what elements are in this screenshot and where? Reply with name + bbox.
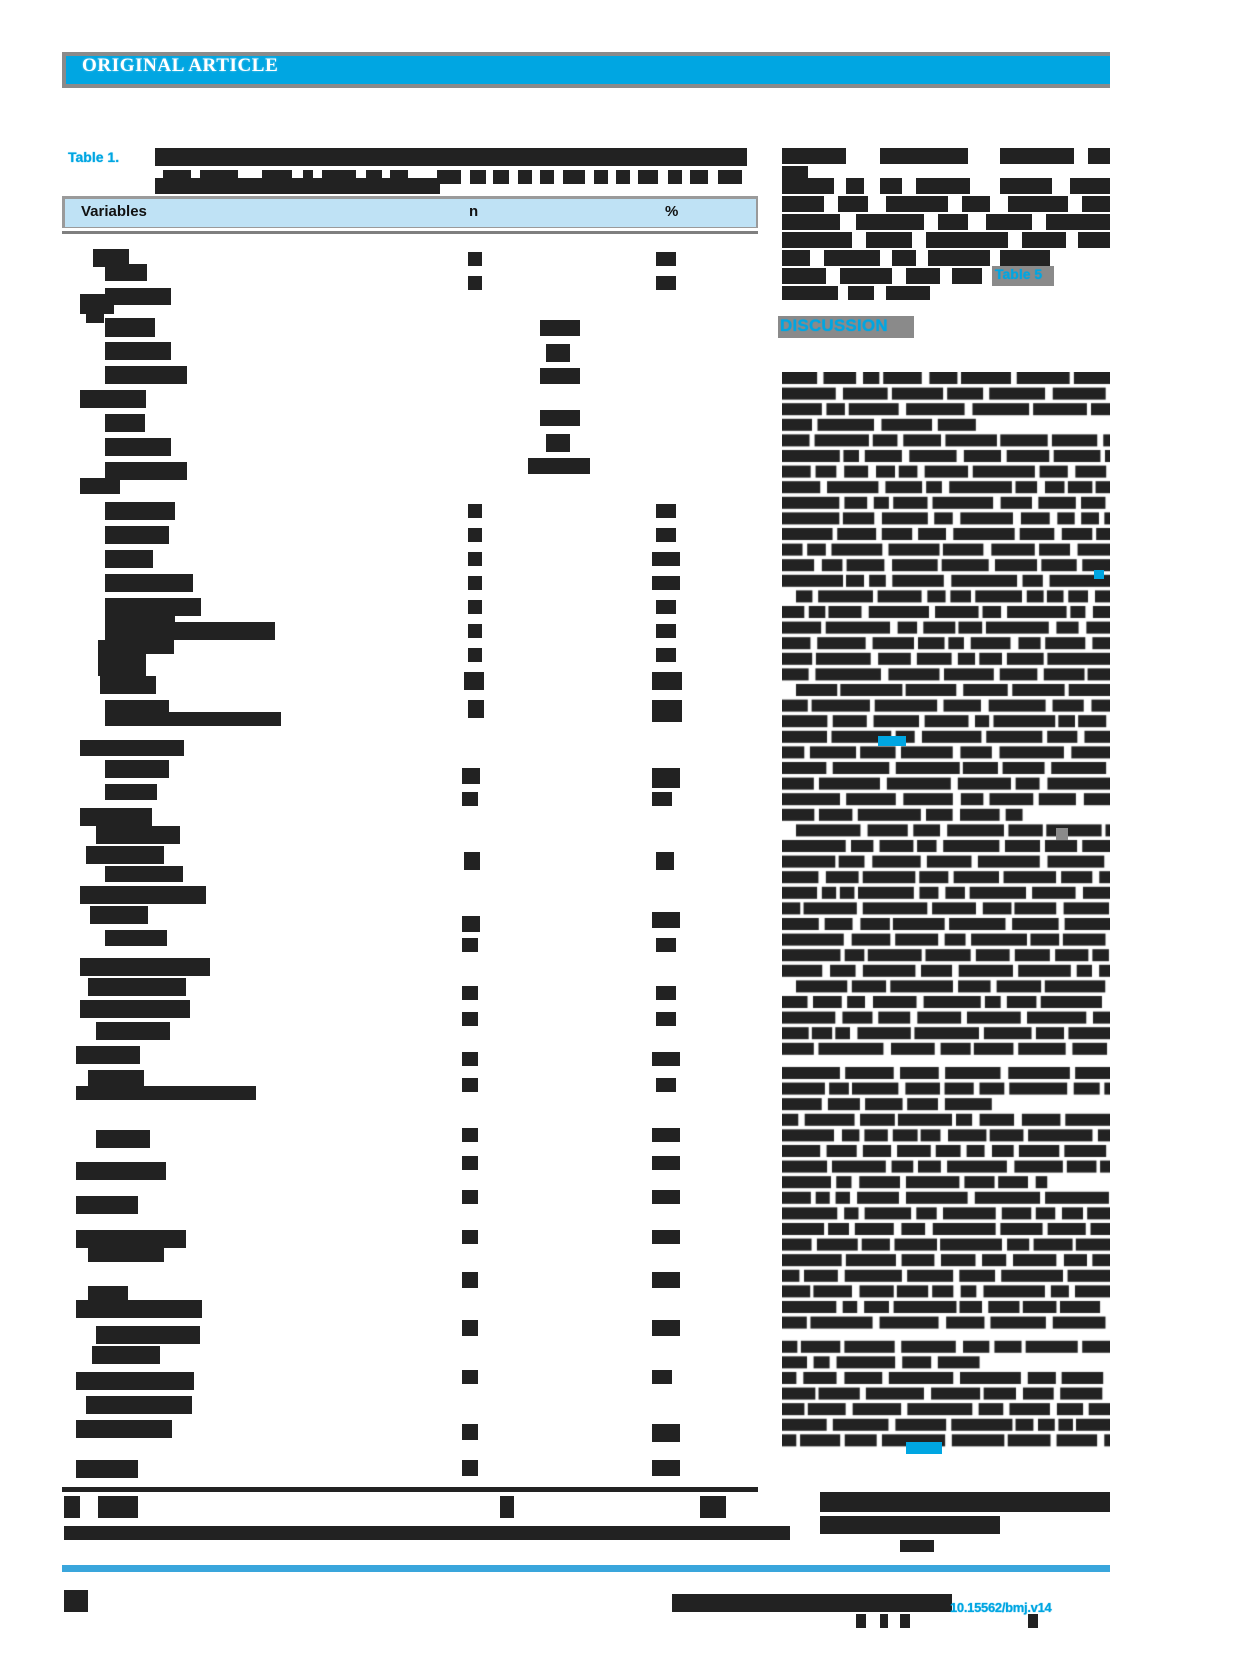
redacted-variable-label (86, 1396, 192, 1414)
redacted-variable-label (80, 740, 184, 756)
redacted-variable-label (96, 1130, 150, 1148)
table-header-row (62, 196, 758, 228)
redacted-percent-value (652, 1052, 680, 1066)
redacted-body-line (962, 196, 990, 212)
redacted-body-line (886, 196, 948, 212)
redacted-body-line (916, 178, 970, 194)
redacted-caption-text (540, 170, 554, 184)
redacted-variable-label (76, 1420, 172, 1438)
redacted-percent-value (656, 852, 674, 870)
redacted-percent-value (652, 1460, 680, 1476)
redacted-n-value (462, 1424, 478, 1440)
redacted-variable-label (105, 502, 175, 520)
right-column-body-text (782, 372, 1110, 1452)
redacted-body-line (1088, 148, 1110, 164)
redacted-variable-label (105, 288, 171, 305)
redacted-variable-label (105, 866, 183, 882)
doi-link[interactable]: 10.15562/bmj.v14 (950, 1600, 1052, 1615)
redacted-n-value (462, 1272, 478, 1288)
redacted-variable-label (98, 640, 174, 654)
redacted-caption-text (437, 170, 461, 184)
redacted-variable-label (105, 574, 193, 592)
redacted-body-line (986, 214, 1032, 230)
redacted-body-line (782, 178, 834, 194)
redacted-percent-value (652, 792, 672, 806)
redacted-variable-label (96, 1022, 170, 1040)
redacted-variable-label (105, 622, 275, 640)
redacted-n-value (462, 1370, 478, 1384)
redacted-body-line (928, 250, 990, 266)
redacted-variable-label (105, 930, 167, 946)
redacted-range-value (528, 458, 590, 474)
table-caption-tag: Table 1. (68, 149, 120, 165)
redacted-n-value (462, 1190, 478, 1204)
redacted-footer-text (64, 1496, 80, 1518)
redacted-body-line (1046, 214, 1110, 230)
redacted-percent-value (656, 624, 676, 638)
redacted-variable-label (100, 676, 156, 694)
redacted-body-line (782, 196, 824, 212)
redacted-percent-value (656, 648, 676, 662)
redacted-body-line (1000, 178, 1052, 194)
redacted-variable-label (80, 294, 114, 314)
redacted-n-value (462, 1156, 478, 1170)
redacted-percent-value (652, 768, 680, 788)
redacted-variable-label (105, 318, 155, 337)
redacted-body-line (782, 214, 840, 230)
discussion-heading: DISCUSSION (780, 316, 888, 335)
redacted-body-line (782, 250, 810, 266)
redacted-percent-value (652, 672, 682, 690)
redacted-variable-label (76, 1460, 138, 1478)
redacted-percent-value (652, 1272, 680, 1288)
redacted-variable-label (80, 808, 152, 826)
redacted-percent-value (652, 552, 680, 566)
redacted-body-line (782, 148, 846, 164)
redacted-body-line (952, 268, 982, 284)
redacted-percent-value (652, 912, 680, 928)
redacted-n-value (468, 552, 482, 566)
redacted-percent-value (652, 1424, 680, 1442)
redacted-n-value (462, 792, 478, 806)
redacted-variable-label (76, 1046, 140, 1064)
inline-citation-link-3[interactable] (1094, 570, 1104, 579)
redacted-doi-text (672, 1594, 952, 1612)
redacted-n-value (462, 1012, 478, 1026)
redacted-percent-value (656, 276, 676, 290)
redacted-range-value (540, 410, 580, 426)
footer-rule (62, 1565, 1110, 1572)
redacted-body-line (782, 268, 826, 284)
table-header-n: n (469, 203, 479, 220)
inline-citation-link-4[interactable] (906, 1442, 942, 1454)
table-header-rule (62, 231, 758, 234)
redacted-body-line (782, 232, 852, 248)
redacted-body-line (926, 232, 1008, 248)
redacted-body-line (838, 196, 868, 212)
redacted-percent-value (656, 504, 676, 518)
redacted-range-value (540, 368, 580, 384)
table5-crossref-link[interactable]: Table 5 (995, 266, 1043, 282)
redacted-variable-label (76, 1230, 186, 1248)
redacted-variable-label (105, 712, 281, 726)
redacted-variable-label (76, 1372, 194, 1390)
redacted-percent-value (656, 600, 676, 614)
redacted-body-line (906, 268, 940, 284)
redacted-body-line (892, 250, 916, 266)
redacted-n-value (464, 672, 484, 690)
redacted-variable-label (105, 760, 169, 778)
redacted-body-line (782, 286, 838, 300)
redacted-caption-text (155, 178, 440, 194)
redacted-variable-label (76, 1196, 138, 1214)
redacted-n-value (462, 1460, 478, 1476)
redacted-body-line (782, 166, 808, 178)
redacted-percent-value (656, 1078, 676, 1092)
redacted-variable-label (80, 886, 206, 904)
redacted-doi-text (880, 1614, 888, 1628)
redacted-body-line (1000, 250, 1050, 266)
redacted-variable-label (76, 1086, 256, 1100)
redacted-n-value (462, 1128, 478, 1142)
redacted-percent-value (652, 1230, 680, 1244)
redacted-variable-label (86, 846, 164, 864)
redacted-body-line (880, 178, 902, 194)
redacted-body-line (840, 268, 892, 284)
redacted-n-value (464, 852, 480, 870)
redacted-n-value (462, 916, 480, 932)
redacted-body-line (1070, 178, 1110, 194)
redacted-variable-label (80, 478, 120, 494)
running-head-label: ORIGINAL ARTICLE (82, 55, 279, 76)
redacted-n-value (462, 1078, 478, 1092)
redacted-variable-label (96, 826, 180, 844)
redacted-range-value (540, 320, 580, 336)
table-bottom-rule (62, 1487, 758, 1492)
redacted-variable-label (90, 906, 148, 924)
redacted-n-value (468, 528, 482, 542)
redacted-percent-value (652, 1190, 680, 1204)
redacted-body-line (856, 214, 924, 230)
redacted-caption-text (470, 170, 486, 184)
redacted-n-value (468, 576, 482, 590)
redacted-caption-text (690, 170, 708, 184)
redacted-n-value (468, 648, 482, 662)
redacted-percent-value (656, 252, 676, 266)
redacted-caption-text (616, 170, 630, 184)
redacted-body-line (1008, 196, 1068, 212)
redacted-caption-text (155, 148, 747, 166)
redacted-body-line (846, 178, 864, 194)
redacted-variable-label (96, 1326, 200, 1344)
redacted-body-line (880, 148, 968, 164)
redacted-footer-text (900, 1540, 934, 1552)
redacted-variable-label (105, 264, 147, 281)
redacted-caption-text (718, 170, 742, 184)
redacted-percent-value (652, 1156, 680, 1170)
redacted-n-value (462, 938, 478, 952)
redacted-percent-value (656, 938, 676, 952)
redacted-n-value (462, 1230, 478, 1244)
redacted-percent-value (652, 1320, 680, 1336)
redacted-caption-text (493, 170, 509, 184)
redacted-range-value (546, 344, 570, 362)
redacted-n-value (462, 768, 480, 784)
redacted-variable-label (105, 342, 171, 360)
redacted-body-line (938, 214, 968, 230)
redacted-percent-value (652, 1370, 672, 1384)
redacted-range-value (546, 434, 570, 452)
redacted-doi-text (900, 1614, 910, 1628)
redacted-percent-value (656, 986, 676, 1000)
redacted-n-value (468, 600, 482, 614)
redacted-percent-value (656, 528, 676, 542)
redacted-variable-label (105, 784, 157, 800)
redacted-footer-text (700, 1496, 726, 1518)
redacted-variable-label (86, 313, 104, 323)
redacted-variable-label (76, 1300, 202, 1318)
inline-citation-link-1[interactable] (878, 736, 906, 746)
running-head-banner (62, 52, 1110, 88)
redacted-body-line (1082, 196, 1110, 212)
redacted-variable-label (105, 438, 171, 456)
redacted-percent-value (652, 700, 682, 722)
redacted-caption-text (518, 170, 532, 184)
redacted-variable-label (80, 390, 146, 408)
redacted-variable-label (105, 414, 145, 432)
redacted-variable-label (88, 978, 186, 996)
redacted-footer-text (98, 1496, 138, 1518)
table-header-variables: Variables (81, 203, 147, 220)
redacted-body-line (824, 250, 880, 266)
redacted-body-line (886, 286, 930, 300)
redacted-variable-label (80, 958, 210, 976)
redacted-body-line (1078, 232, 1110, 248)
redacted-variable-label (88, 1248, 164, 1262)
redacted-n-value (462, 1320, 478, 1336)
redacted-caption-text (594, 170, 608, 184)
redacted-variable-label (105, 366, 187, 384)
redacted-caption-text (638, 170, 658, 184)
redacted-n-value (462, 986, 478, 1000)
redacted-doi-text (856, 1614, 866, 1628)
table-header-percent: % (665, 203, 679, 220)
redacted-percent-value (656, 1012, 676, 1026)
redacted-n-value (468, 700, 484, 718)
redacted-footer-text (820, 1492, 1110, 1512)
redacted-variable-label (80, 1000, 190, 1018)
redacted-body-line (848, 286, 874, 300)
redacted-doi-text (64, 1590, 88, 1612)
redacted-n-value (468, 624, 482, 638)
redacted-variable-label (105, 526, 169, 544)
redacted-caption-text (668, 170, 682, 184)
redacted-percent-value (652, 1128, 680, 1142)
redacted-variable-label (98, 654, 146, 676)
inline-citation-link-2[interactable] (1056, 828, 1068, 840)
redacted-n-value (462, 1052, 478, 1066)
redacted-n-value (468, 504, 482, 518)
redacted-footer-text (64, 1526, 790, 1540)
redacted-n-value (468, 252, 482, 266)
redacted-caption-text (563, 170, 585, 184)
redacted-body-line (866, 232, 912, 248)
redacted-footer-text (820, 1516, 1000, 1534)
redacted-percent-value (652, 576, 680, 590)
redacted-body-line (1022, 232, 1066, 248)
redacted-doi-text (1028, 1614, 1038, 1628)
redacted-variable-label (76, 1162, 166, 1180)
redacted-variable-label (92, 1346, 160, 1364)
table-header-fill (65, 199, 756, 227)
redacted-footer-text (500, 1496, 514, 1518)
redacted-variable-label (105, 550, 153, 568)
redacted-n-value (468, 276, 482, 290)
redacted-body-line (1000, 148, 1074, 164)
